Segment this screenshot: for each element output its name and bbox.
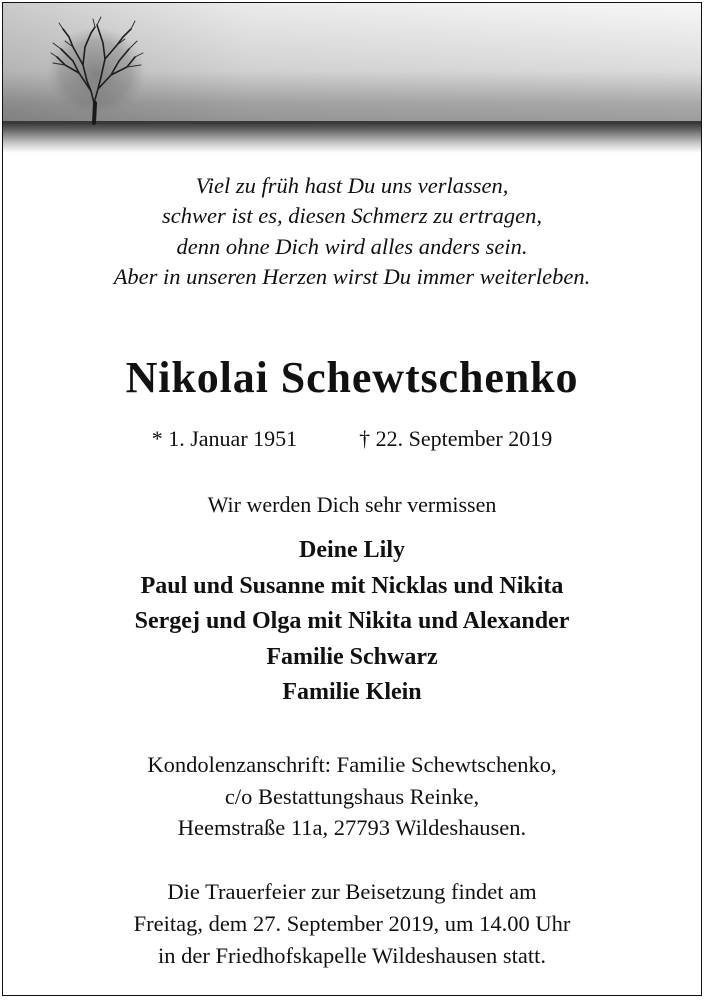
ceremony-line: Die Trauerfeier zur Beisetzung findet am [167, 879, 537, 904]
obituary-notice [2, 2, 702, 996]
mourner-name: Sergej und Olga mit Nikita und Alexander [134, 608, 570, 634]
mourners-list [3, 533, 701, 711]
mourner-name: Familie Schwarz [266, 643, 438, 670]
verse-line: schwer ist es, diesen Schmerz zu ertragen, [162, 203, 542, 229]
life-dates [3, 424, 701, 454]
ceremony-line: Freitag, dem 27. September 2019, um 14.00 Uhr [133, 911, 571, 936]
memorial-verse [3, 171, 701, 292]
header-image-tree-landscape [3, 3, 701, 153]
funeral-ceremony-info [3, 876, 701, 972]
mourner-name: Familie Klein [282, 679, 422, 705]
deceased-name: Nikolai Schewtschenko [125, 353, 579, 402]
birth-date: * 1. Januar 1951 [151, 426, 298, 451]
mourner-name: Deine Lily [299, 537, 405, 563]
address-line: Heemstraße 11a, 27793 Wildeshausen. [177, 815, 527, 840]
condolence-address [3, 749, 701, 844]
verse-line: denn ohne Dich wird alles anders sein. [176, 233, 528, 259]
verse-line: Aber in unseren Herzen wirst Du immer weiterleben. [113, 263, 591, 289]
address-line: c/o Bestattungshaus Reinke, [224, 783, 480, 809]
mourner-name: Paul und Susanne mit Nicklas und Nikita [140, 572, 564, 599]
verse-line: Viel zu früh hast Du uns verlassen, [195, 173, 509, 198]
mourners-intro: Wir werden Dich sehr vermissen [207, 492, 497, 517]
address-line: Kondolenzanschrift: Familie Schewtschenko, [147, 752, 557, 777]
tree-landscape-illustration [3, 3, 702, 153]
death-date: † 22. September 2019 [359, 426, 553, 451]
ceremony-line: in der Friedhofskapelle Wildeshausen statt. [158, 943, 546, 968]
